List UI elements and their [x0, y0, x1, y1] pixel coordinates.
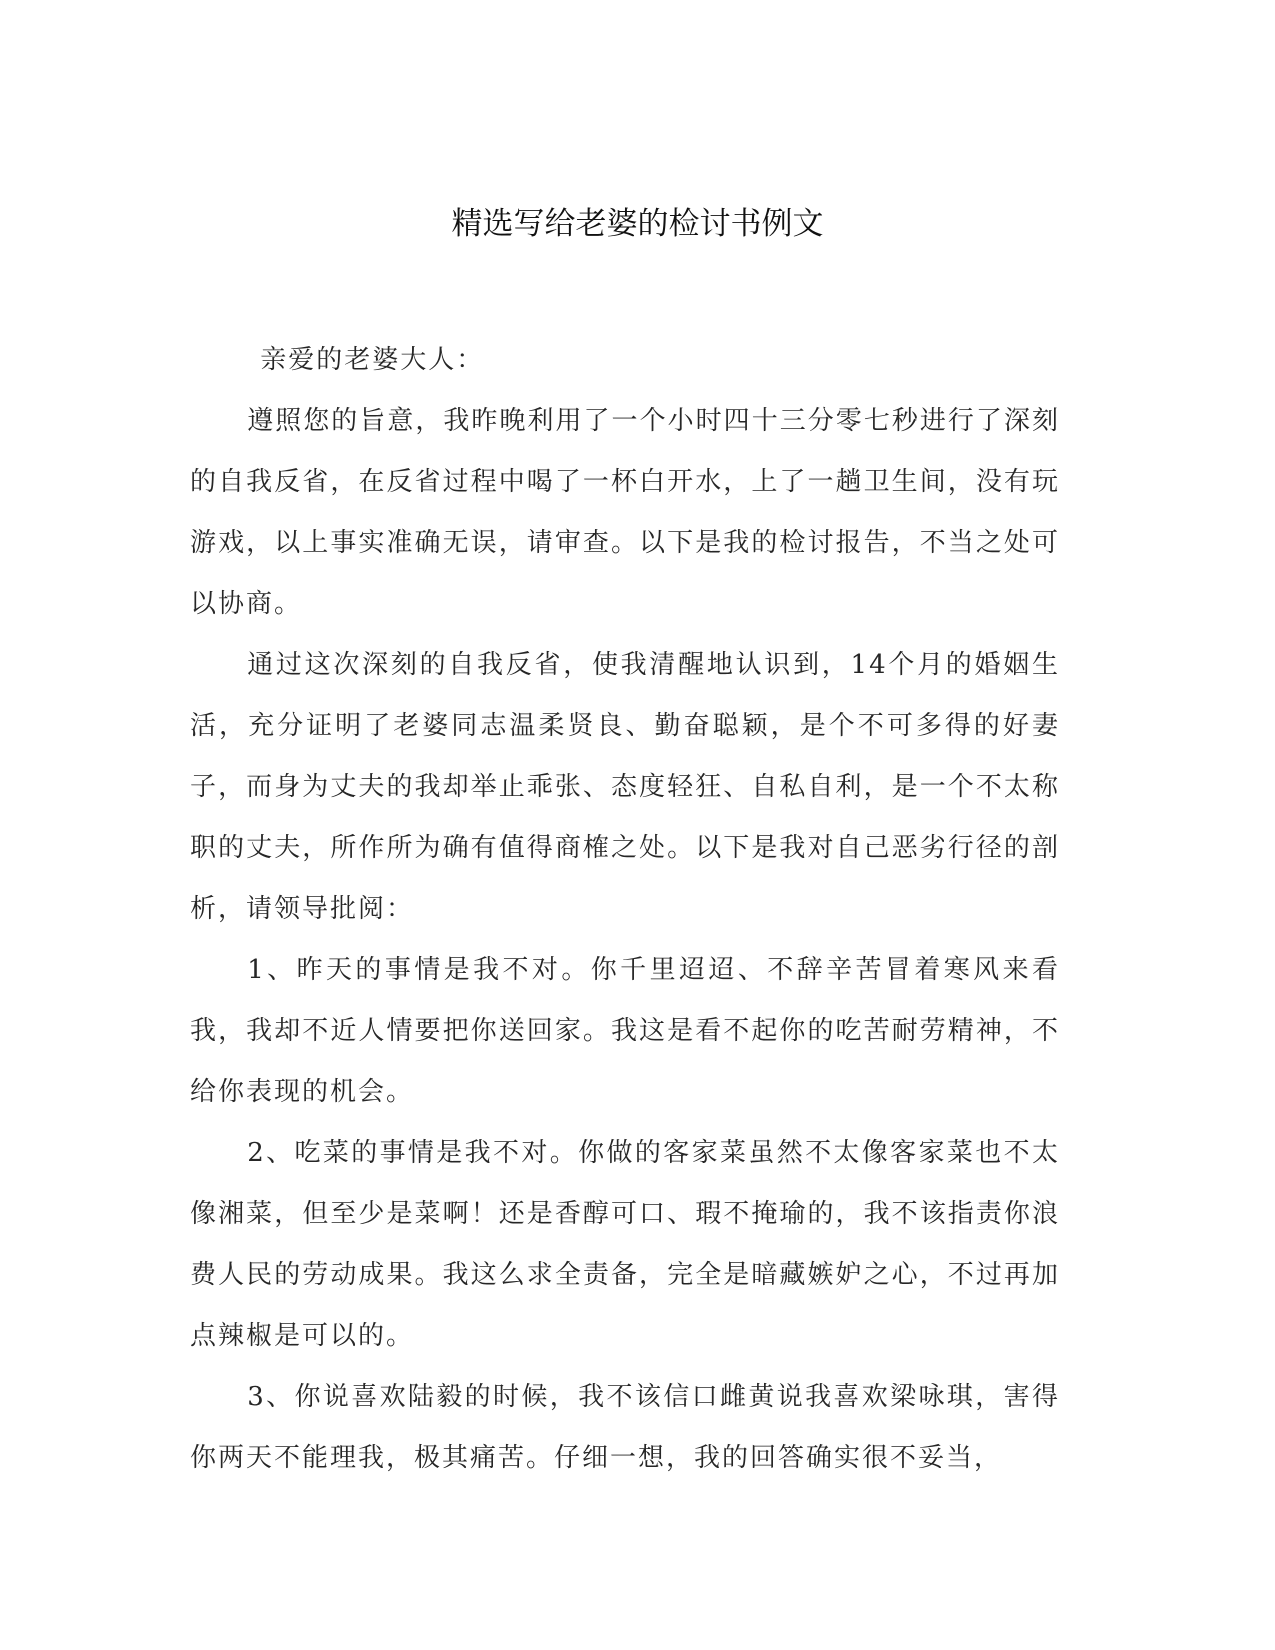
document-body	[190, 330, 1060, 1489]
paragraph-point-1: 1、昨天的事情是我不对。你千里迢迢、不辞辛苦冒着寒风来看我，我却不近人情要把你送回家。我这是看不起你的吃苦耐劳精神，不给你表现的机会。	[190, 955, 1060, 1107]
salutation: 亲爱的老婆大人：	[260, 345, 485, 375]
paragraph-intro: 遵照您的旨意，我昨晚利用了一个小时四十三分零七秒进行了深刻的自我反省，在反省过程中喝了一杯白开水，上了一趟卫生间，没有玩游戏，以上事实准确无误，请审查。以下是我的检讨报告，不当之处可以协商。	[190, 406, 1060, 619]
paragraph-point-2: 2、吃菜的事情是我不对。你做的客家菜虽然不太像客家菜也不太像湘菜，但至少是菜啊！还是香醇可口、瑕不掩瑜的，我不该指责你浪费人民的劳动成果。我这么求全责备，完全是暗藏嫉妒之心，不过再加点辣椒是可以的。	[190, 1138, 1060, 1351]
paragraph-point-3: 3、你说喜欢陆毅的时候，我不该信口雌黄说我喜欢梁咏琪，害得你两天不能理我，极其痛苦。仔细一想，我的回答确实很不妥当，	[190, 1382, 1060, 1473]
document-title: 精选写给老婆的检讨书例文	[451, 206, 824, 242]
paragraph-reflection: 通过这次深刻的自我反省，使我清醒地认识到，14个月的婚姻生活，充分证明了老婆同志温柔贤良、勤奋聪颖，是个不可多得的好妻子，而身为丈夫的我却举止乖张、态度轻狂、自私自利，是一个不太称职的丈夫，所作所为确有值得商榷之处。以下是我对自己恶劣行径的剖析，请领导批阅：	[190, 650, 1060, 924]
